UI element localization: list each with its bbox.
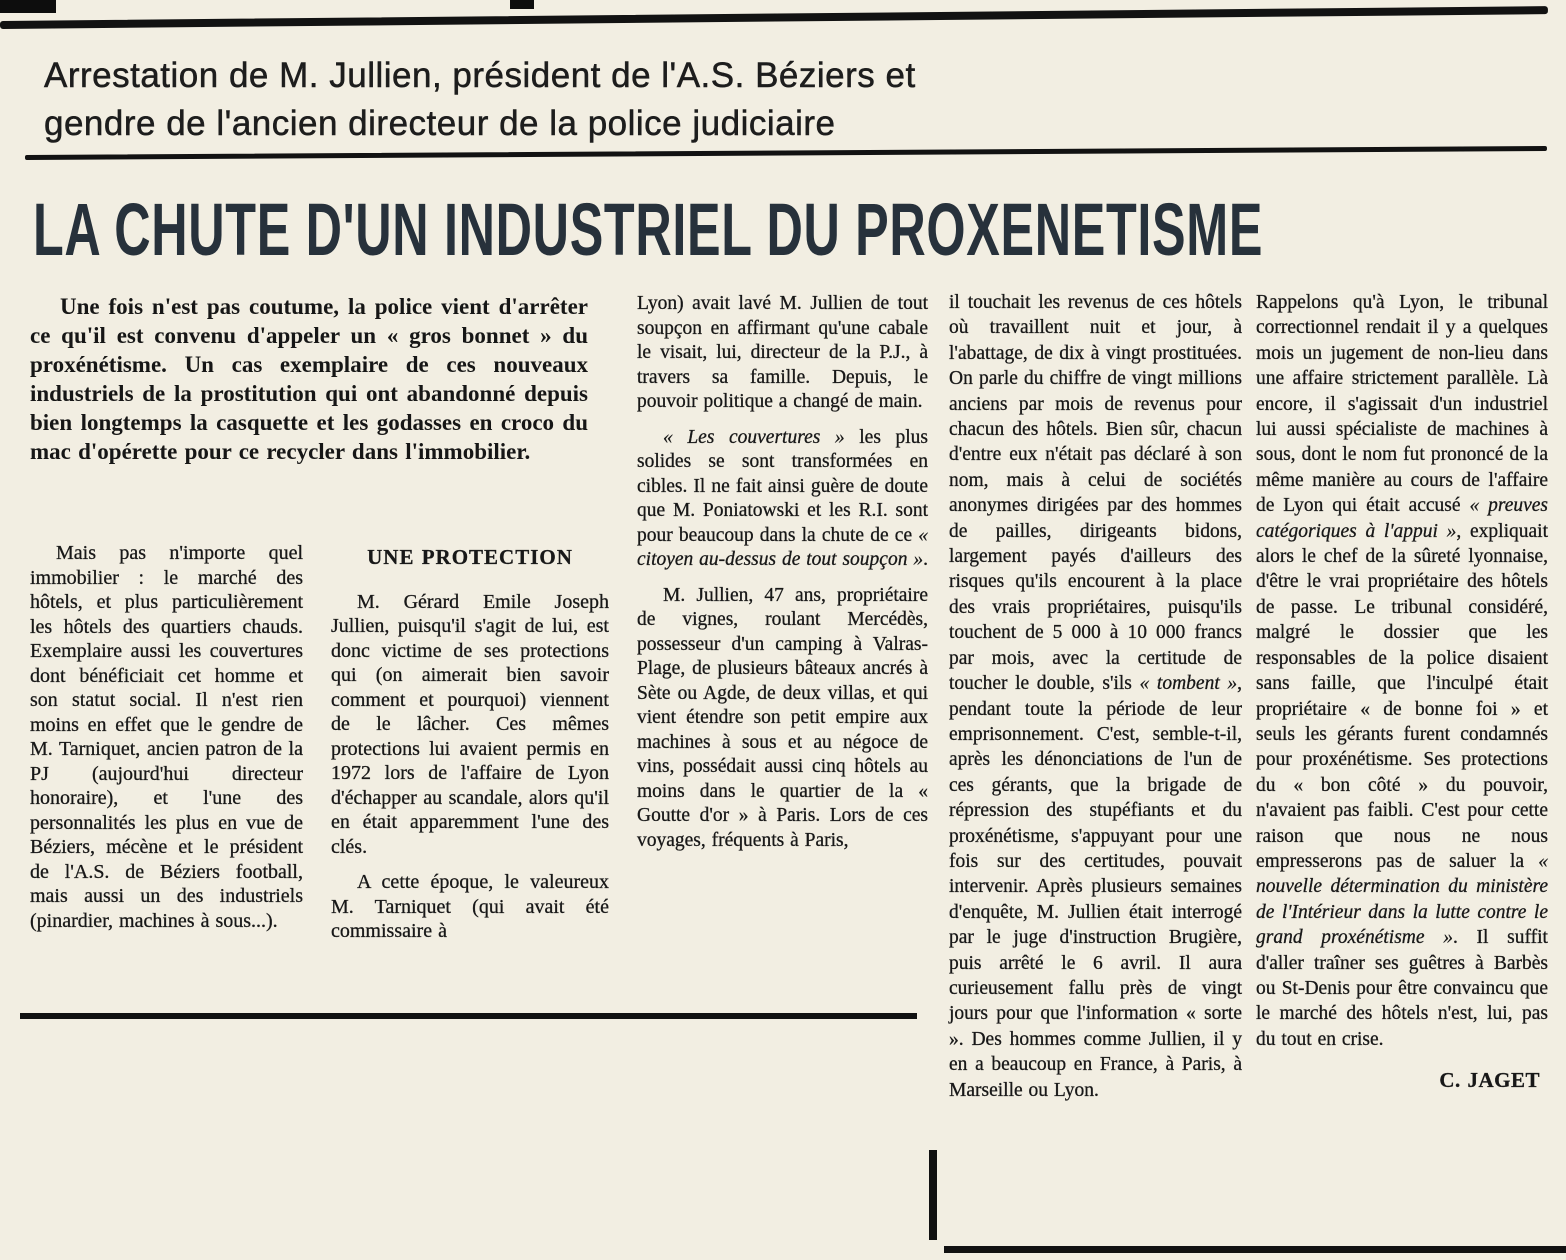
paragraph: A cette époque, le valeureux M. Tarniquet (qui avait été commissaire à: [331, 871, 609, 942]
scan-artifact-speck: [510, 0, 534, 9]
kicker-line-2: gendre de l'ancien directeur de la police judiciaire: [44, 104, 836, 143]
headline-text: LA CHUTE D'UN INDUSTRIEL DU PROXENETISME: [33, 188, 1264, 271]
paragraph: Lyon) avait lavé M. Jullien de tout soupçon en affirmant qu'une cabale le visait, lui, directeur de la P.J., à travers sa famille. Depuis, le pouvoir politique a changé de main.: [637, 293, 928, 412]
scan-artifact-corner: [0, 0, 56, 13]
column-4: [949, 290, 1242, 1103]
kicker: [44, 52, 916, 148]
column-3: [637, 292, 928, 853]
headline: [33, 190, 1566, 270]
bottom-rule-right: [944, 1246, 1566, 1253]
paragraph: M. Gérard Emile Joseph Jullien, puisqu'il s'agit de lui, est donc victime de ses protections qui (on aimerait bien savoir comment et pourquoi) viennent de le lâcher. Ces mêmes protections lui avaient permis en 1972 lors de l'affaire de Lyon d'échapper au scandale, alors qu'il en était apparemment l'une des clés.: [331, 590, 609, 858]
kicker-line-1: Arrestation de M. Jullien, président de l'A.S. Béziers et: [44, 56, 916, 95]
paragraph: « Les couvertures » les plus solides se sont transformées en cibles. Il ne fait ainsi guère de doute que M. Poniatowski et les R.I. sont pour beaucoup dans la chute de ce « citoyen au-dessus de tout soupçon ».: [637, 426, 929, 570]
column-1: [30, 541, 303, 933]
column-2: [331, 545, 609, 944]
lead-paragraph: Une fois n'est pas coutume, la police vient d'arrêter ce qu'il est convenu d'appeler un « gros bonnet » du proxénétisme. Un cas exemplaire de ces nouveaux industriels de la prostitution qui ont abandonné depuis bien longtemps la casquette et les godasses en croco du mac d'opérette pour ce recycler dans l'immobilier.: [30, 294, 588, 464]
mid-rule: [25, 146, 1547, 160]
byline: C. JAGET: [1439, 1068, 1540, 1093]
paragraph: Rappelons qu'à Lyon, le tribunal correctionnel rendait il y a quelques mois un jugement de non-lieu dans une affaire strictement parallèle. Là encore, il s'agissait d'un industriel lui aussi spécialiste de machines à sous, dont le nom fut prononcé de la même manière au cours de l'affaire de Lyon qui était accusé « preuves catégoriques à l'appui », expliquait alors le chef de la sûreté lyonnaise, d'être le vrai propriétaire des hôtels de passe. Le tribunal considéré, malgré le dossier que les responsables de la police disaient sans faille, que l'inculpé était propriétaire « de bonne foi » et seuls les gérants furent condamnés pour proxénétisme. Ses protections du « bon côté » du pouvoir, n'avaient pas faibli. C'est pour cette raison que nous ne nous empresserons pas de saluer la « nouvelle détermination du ministère de l'Intérieur dans la lutte contre le grand proxénétisme ». Il suffit d'aller traîner ses guêtres à Barbès ou St-Denis pour être convaincu que le marché des hôtels n'est, lui, pas du tout en crise.: [1256, 292, 1549, 1050]
paragraph: Mais pas n'importe quel immobilier : le marché des hôtels, et plus particulièrement les hôtels des quartiers chauds. Exemplaire aussi les couvertures dont bénéficiait cet homme et son statut social. Il n'est rien moins en effet que le gendre de M. Tarniquet, ancien patron de la PJ (aujourd'hui directeur honoraire), et l'une des personnalités les plus en vue de Béziers, mécène et le président de l'A.S. de Béziers football, mais aussi un des industriels (pinardier, machines à sous...).: [30, 542, 303, 932]
paragraph: M. Jullien, 47 ans, propriétaire de vignes, roulant Mercédès, possesseur d'un camping à Valras-Plage, de plusieurs bâteaux ancrés à Sète ou Agde, de deux villas, et qui vient étendre son petit empire aux machines à sous et au négoce de vins, possédait aussi cinq hôtels au moins dans le quartier de la « Goutte d'or » à Paris. Lors de ces voyages, fréquents à Paris,: [637, 584, 928, 851]
column-5: [1256, 290, 1548, 1094]
paragraph: il touchait les revenus de ces hôtels où travaillent nuit et jour, à l'abattage, de dix à vingt prostituées. On parle du chiffre de vingt millions anciens par mois de revenus pour chacun des hôtels. Bien sûr, chacun d'entre eux n'était pas déclaré à son nom, mais à celui de sociétés anonymes dirigées par des hommes de pailles, dirigeants bidons, largement payés d'ailleurs des risques qu'ils encourent à la place des vrais propriétaires, puisqu'ils touchent de 5 000 à 10 000 francs par mois, avec la certitude de toucher le double, s'ils « tombent », pendant toute la période de leur emprisonnement. C'est, semble-t-il, après les dénonciations de l'un de ces gérants, que la brigade de répression des stupéfiants et du proxénétisme, s'appuyant pour une fois sur des certitudes, pouvait intervenir. Après plusieurs semaines d'enquête, M. Jullien était interrogé par le juge d'instruction Brugière, puis arrêté le 6 avril. Il aura curieusement fallu près de vingt jours pour que l'information « sorte ». Des hommes comme Jullien, il y en a beaucoup en France, à Paris, à Marseille ou Lyon.: [949, 292, 1242, 1101]
top-rule: [0, 6, 1548, 29]
section-heading: UNE PROTECTION: [367, 545, 573, 569]
bottom-rule-left: [20, 1013, 917, 1019]
column-divider-bar: [929, 1150, 937, 1240]
